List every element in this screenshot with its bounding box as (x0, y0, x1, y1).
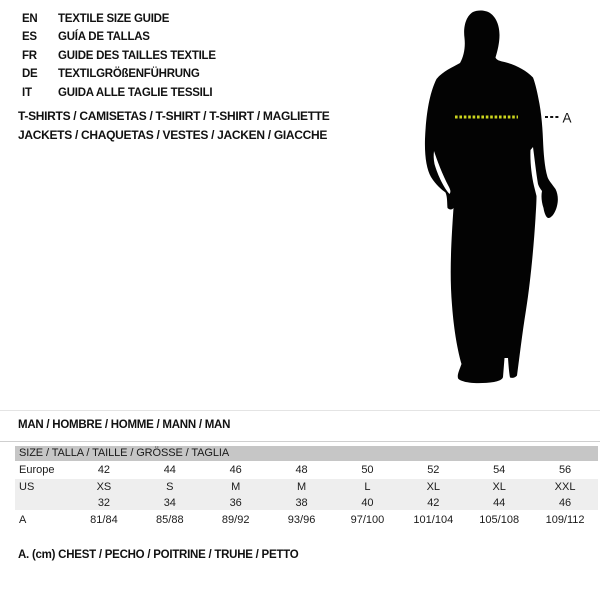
man-silhouette (425, 10, 558, 383)
size-cell: 101/104 (413, 513, 454, 526)
size-cell: M (231, 481, 241, 493)
size-cell: 44 (493, 496, 506, 509)
language-title: GUIDA ALLE TAGLIE TESSILI (58, 86, 213, 99)
size-cell: 109/112 (545, 513, 585, 526)
size-table-header: SIZE / TALLA / TAILLE / GRÖSSE / TAGLIA (15, 446, 598, 461)
size-cell: 42 (427, 496, 440, 509)
size-cell: 42 (97, 464, 111, 476)
size-cell: 97/100 (350, 513, 385, 526)
measure-label-a: A (562, 110, 572, 126)
size-cell: 40 (361, 496, 374, 509)
language-code: ES (22, 31, 37, 44)
size-cell: 46 (558, 496, 572, 509)
row-label: US (19, 481, 35, 493)
divider-line (0, 410, 600, 411)
size-cell: XXL (554, 481, 576, 493)
category-list (18, 107, 330, 144)
size-cell: L (364, 481, 371, 493)
size-cell: 93/96 (287, 513, 316, 526)
language-code: DE (22, 68, 38, 81)
size-cell: 34 (163, 496, 176, 509)
size-cell: 32 (97, 496, 111, 509)
size-cell: 105/108 (479, 513, 520, 526)
language-title: TEXTILGRÖßENFÜHRUNG (58, 68, 200, 81)
language-row (22, 65, 216, 83)
section-title-man: MAN / HOMBRE / HOMME / MANN / MAN (18, 419, 231, 431)
language-list (22, 10, 216, 102)
row-label: Europe (19, 464, 55, 476)
language-row (22, 10, 216, 28)
size-cell: M (296, 481, 307, 493)
size-cell: 36 (229, 496, 242, 509)
table-row-uk (15, 495, 598, 510)
size-cell: 52 (427, 464, 440, 476)
man-silhouette-figure (400, 0, 600, 400)
measurement-footnote: A. (cm) CHEST / PECHO / POITRINE / TRUHE / PETTO (18, 549, 299, 561)
size-cell: 44 (163, 464, 176, 476)
size-cell: XL (426, 481, 441, 493)
size-cell: 56 (558, 464, 572, 476)
size-cell: 81/84 (90, 513, 118, 526)
language-code: IT (22, 86, 32, 99)
language-row (22, 84, 216, 102)
language-code: FR (22, 49, 37, 62)
language-title: GUIDE DES TAILLES TEXTILE (58, 49, 216, 62)
size-cell: XL (492, 481, 506, 493)
category-tshirts: T-SHIRTS / CAMISETAS / T-SHIRT / T-SHIRT / MAGLIETTE (18, 109, 330, 123)
table-row-us (15, 479, 598, 495)
size-cell: XS (96, 481, 112, 493)
size-cell: 50 (361, 464, 374, 476)
table-row-a-chest (15, 510, 598, 529)
size-cell: 54 (493, 464, 506, 476)
language-row (22, 28, 216, 46)
row-label: A (19, 513, 27, 526)
size-cell: 48 (295, 464, 308, 476)
size-cell: 89/92 (221, 513, 250, 526)
language-code: EN (22, 13, 38, 25)
category-jackets: JACKETS / CHAQUETAS / VESTES / JACKEN / GIACCHE (18, 127, 328, 142)
language-title: TEXTILE SIZE GUIDE (58, 13, 170, 25)
size-cell: S (166, 481, 174, 493)
size-table (15, 446, 598, 529)
size-cell: 46 (229, 464, 242, 476)
language-title: GUÍA DE TALLAS (58, 31, 150, 44)
size-cell: 38 (295, 496, 308, 509)
size-cell: 85/88 (156, 513, 184, 526)
table-row-europe (15, 461, 598, 479)
table-top-border (0, 441, 600, 442)
language-row (22, 47, 216, 65)
